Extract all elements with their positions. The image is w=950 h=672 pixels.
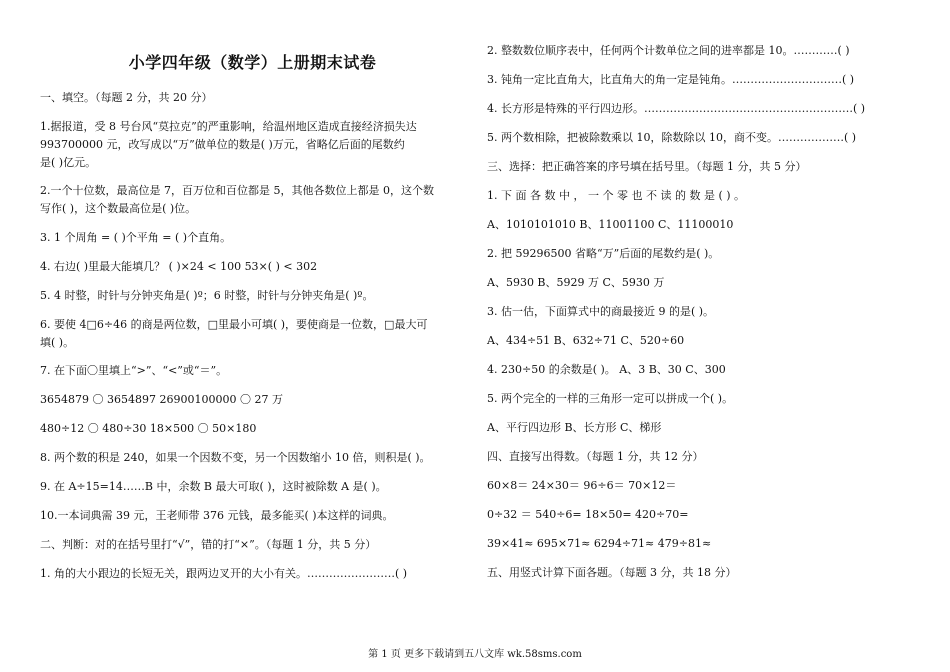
question-line: 7. 在下面〇里填上“>”、“<”或“＝”。 — [40, 364, 228, 377]
compare-line: 3654879 〇 3654897 26900100000 〇 27 万 — [40, 393, 283, 406]
question-line: 1. 下 面 各 数 中 ， 一 个 零 也 不 读 的 数 是 ( ) 。 — [487, 189, 746, 202]
section-heading: 一、填空。（每题 2 分，共 20 分） — [40, 91, 213, 104]
question-line: 写作( )，这个数最高位是( )位。 — [40, 202, 197, 215]
question-line: 2. 整数数位顺序表中，任何两个计数单位之间的进率都是 10。…………( ) — [487, 44, 850, 57]
section-heading: 四、直接写出得数。（每题 1 分，共 12 分） — [487, 450, 704, 463]
question-line: 4. 长方形是特殊的平行四边形。…………………………………………………( ) — [487, 102, 866, 115]
question-line: 3. 钝角一定比直角大，比直角大的角一定是钝角。…………………………( ) — [487, 73, 855, 86]
calc-line: 0÷32 ＝ 540÷6= 18×50= 420÷70= — [487, 508, 689, 521]
question-line: 6. 要使 4□6÷46 的商是两位数，□里最小可填( )，要使商是一位数，□最大可 — [40, 318, 428, 331]
section-heading: 二、判断：对的在括号里打“√”，错的打“×”。（每题 1 分，共 5 分） — [40, 538, 377, 551]
question-line: 4. 右边( )里最大能填几？ ( )×24 < 100 53×( ) < 302 — [40, 260, 318, 273]
options-line: A、1010101010 B、11001100 C、11100010 — [487, 218, 734, 231]
question-line: 3. 估一估，下面算式中的商最接近 9 的是( )。 — [487, 305, 715, 318]
question-line: 1.据报道，受 8 号台风“莫拉克”的严重影响，给温州地区造成直接经济损失达 — [40, 120, 417, 133]
options-line: A、434÷51 B、632÷71 C、520÷60 — [487, 334, 685, 347]
question-line: 5. 4 时整，时针与分钟夹角是( )º；6 时整，时针与分钟夹角是( )º。 — [40, 289, 374, 302]
calc-line: 60×8＝ 24×30＝ 96÷6＝ 70×12＝ — [487, 479, 677, 492]
question-line: 2.一个十位数，最高位是 7，百万位和百位都是 5，其他各数位上都是 0，这个数 — [40, 184, 434, 197]
question-line: 3. 1 个周角 = ( )个平角 = ( )个直角。 — [40, 231, 232, 244]
page-title: 小学四年级（数学）上册期末试卷 — [128, 53, 377, 72]
question-line: 993700000 元，改写成以“万”做单位的数是( )万元，省略亿后面的尾数约 — [40, 138, 405, 151]
question-line: 5. 两个完全的一样的三角形一定可以拼成一个( )。 — [487, 392, 734, 405]
question-line: 2. 把 59296500 省略“万”后面的尾数约是( )。 — [487, 247, 720, 260]
question-line: 1. 角的大小跟边的长短无关，跟两边叉开的大小有关。……………………( ) — [40, 567, 408, 580]
options-line: A、平行四边形 B、长方形 C、梯形 — [487, 421, 662, 434]
question-line: 10.一本词典需 39 元，王老师带 376 元钱，最多能买( )本这样的词典。 — [40, 509, 394, 522]
options-line: A、5930 B、5929 万 C、5930 万 — [487, 276, 665, 289]
calc-line: 39×41≈ 695×71≈ 6294÷71≈ 479÷81≈ — [487, 537, 712, 550]
section-heading: 三、选择：把正确答案的序号填在括号里。（每题 1 分，共 5 分） — [487, 160, 807, 173]
question-line: 是( )亿元。 — [40, 156, 97, 169]
question-line: 4. 230÷50 的余数是( )。 A、3 B、30 C、300 — [487, 363, 726, 376]
question-line: 8. 两个数的积是 240，如果一个因数不变，另一个因数缩小 10 倍，则积是( )。 — [40, 451, 431, 464]
question-line: 填( )。 — [40, 336, 75, 349]
page-footer: 第 1 页 更多下载请到五八文库 wk.58sms.com — [368, 649, 582, 660]
question-line: 5. 两个数相除，把被除数乘以 10，除数除以 10，商不变。………………( ) — [487, 131, 857, 144]
compare-line: 480÷12 〇 480÷30 18×500 〇 50×180 — [40, 422, 257, 435]
section-heading: 五、用竖式计算下面各题。（每题 3 分，共 18 分） — [487, 566, 737, 579]
question-line: 9. 在 A÷15=14……B 中，余数 B 最大可取( )，这时被除数 A 是( )。 — [40, 480, 387, 493]
